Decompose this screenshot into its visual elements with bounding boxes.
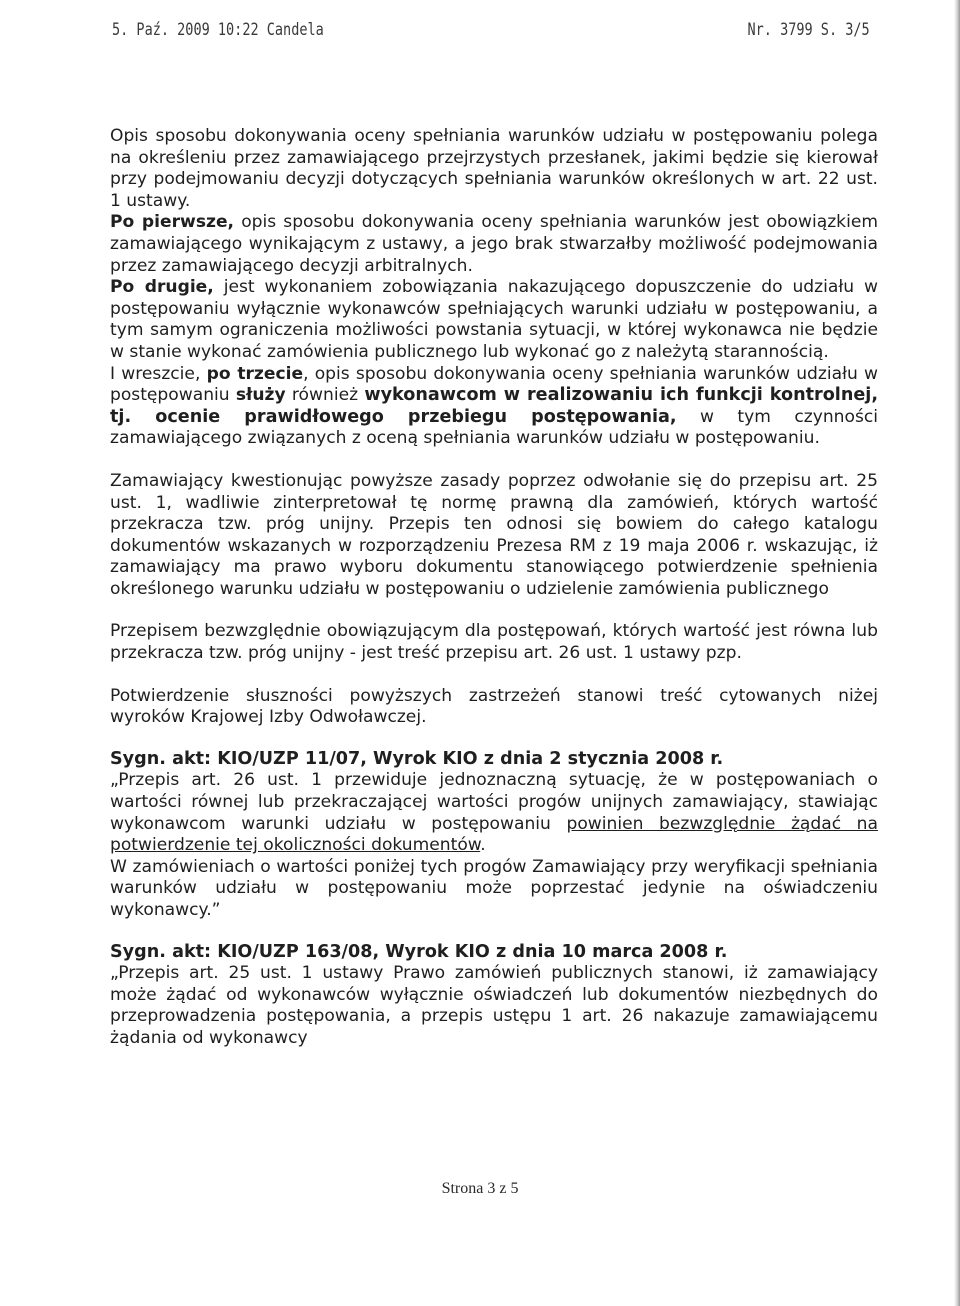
ruling-quote-1 xyxy=(110,770,878,856)
paragraph-text: , opis sposobu dokonywania oceny spełniania warunków udziału w postępowaniu xyxy=(110,363,878,406)
paragraph-text: opis sposobu dokonywania oceny spełniania warunków jest obowiązkiem zamawiającego wynikającym z ustawy, a jego brak stwarzałby możliwość podejmowania przez zamawiającego decyzji arbitralnych. xyxy=(110,212,878,276)
bold-phrase: wykonawcom w realizowaniu ich funkcji kontrolnej, tj. ocenie prawidłowego przebiegu postępowania, xyxy=(110,385,879,427)
bold-lead: Po drugie, xyxy=(110,277,214,298)
paragraph-third-point xyxy=(110,364,878,450)
fax-header xyxy=(112,20,870,44)
ruling-quote-2: „Przepis art. 25 ust. 1 ustawy Prawo zamówień publicznych stanowi, iż zamawiający może żądać od wykonawców wyłącznie oświadczeń lub dokumentów niezbędnych do przeprowadzenia postępowania, a przepis ustępu 1 art. 26 nakazuje zamawiającemu żądania od wykonawcy xyxy=(110,963,878,1048)
paragraph-argument: Zamawiający kwestionując powyższe zasady poprzez odwołanie się do przepisu art. 25 ust. 1, wadliwie zinterpretował tę normę prawną dla zamówień, których wartość przekracza tzw. próg unijny. Przepis ten odnosi się bowiem do całego katalogu dokumentów wskazanych w rozporządzeniu Prezesa RM z 19 maja 2006 r. wskazując, iż zamawiający ma prawo wyboru dokumentu stanowiącego potwierdzenie spełnienia określonego warunku udziału w postępowaniu o udzielenie zamówienia publicznego xyxy=(110,470,878,599)
paragraph-confirmation: Potwierdzenie słuszności powyższych zastrzeżeń stanowi treść cytowanych niżej wyroków Krajowej Izby Odwoławczej. xyxy=(110,685,878,728)
paragraph-second-point xyxy=(110,277,878,363)
paragraph-rule: Przepisem bezwzględnie obowiązującym dla postępowań, których wartość jest równa lub przekracza tzw. próg unijny - jest treść przepisu art. 26 ust. 1 ustawy pzp. xyxy=(110,621,878,664)
fax-header-left: 5. Paź. 2009 10:22 Candela xyxy=(112,20,324,39)
ruling-quote-1-continued: W zamówieniach o wartości poniżej tych progów Zamawiający przy weryfikacji spełniania warunków udziału w postępowaniu może poprzestać jedynie na oświadczeniu wykonawcy.” xyxy=(110,856,878,920)
paragraph-intro: Opis sposobu dokonywania oceny spełniania warunków udziału w postępowaniu polega na określeniu przez zamawiającego przejrzystych przesłanek, jakimi będzie się kierował przy podejmowaniu decyzji dotyczących spełniania warunków określonych w art. 22 ust. 1 ustawy. xyxy=(110,126,878,211)
quote-text: „Przepis art. 26 ust. 1 przewiduje jednoznaczną sytuację, że w postępowaniach o wartości równej lub przekraczającej wartości progów unijnych zamawiający, stawiając wykonawcom warunki udziału w postępowaniu xyxy=(110,770,878,834)
paragraph-first-point xyxy=(110,212,878,277)
paragraph-text: również xyxy=(285,385,365,406)
ruling-heading-2: Sygn. akt: KIO/UZP 163/08, Wyrok KIO z dnia 10 marca 2008 r. xyxy=(110,941,728,962)
page-edge-shadow xyxy=(954,0,960,1306)
page-number-footer: Strona 3 z 5 xyxy=(441,1180,519,1197)
underlined-quote: powinien bezwzględnie żądać na potwierdzenie tej okoliczności dokumentów xyxy=(110,813,878,856)
document-body xyxy=(110,126,878,1050)
bold-lead: Po pierwsze, xyxy=(110,212,235,233)
quote-text: . xyxy=(480,835,486,856)
paragraph-text: jest wykonaniem zobowiązania nakazującego dopuszczenie do udziału w postępowaniu wyłącznie wykonawców spełniających warunki udziału w postępowaniu, a tym samym ograniczenia możliwości powstania sytuacji, w której wykonawca nie będzie w stanie wykonać zamówienia publicznego lub wykonać go z należytą starannością. xyxy=(110,277,878,362)
bold-phrase: służy xyxy=(235,385,286,406)
paragraph-text: I wreszcie, xyxy=(110,363,207,384)
fax-header-right: Nr. 3799 S. 3/5 xyxy=(747,20,870,39)
paragraph-text: w tym czynności zamawiającego związanych z oceną spełniania warunków udziału w postępowaniu. xyxy=(110,406,878,449)
ruling-heading-1: Sygn. akt: KIO/UZP 11/07, Wyrok KIO z dnia 2 stycznia 2008 r. xyxy=(110,748,724,769)
bold-phrase: po trzecie xyxy=(206,363,304,384)
